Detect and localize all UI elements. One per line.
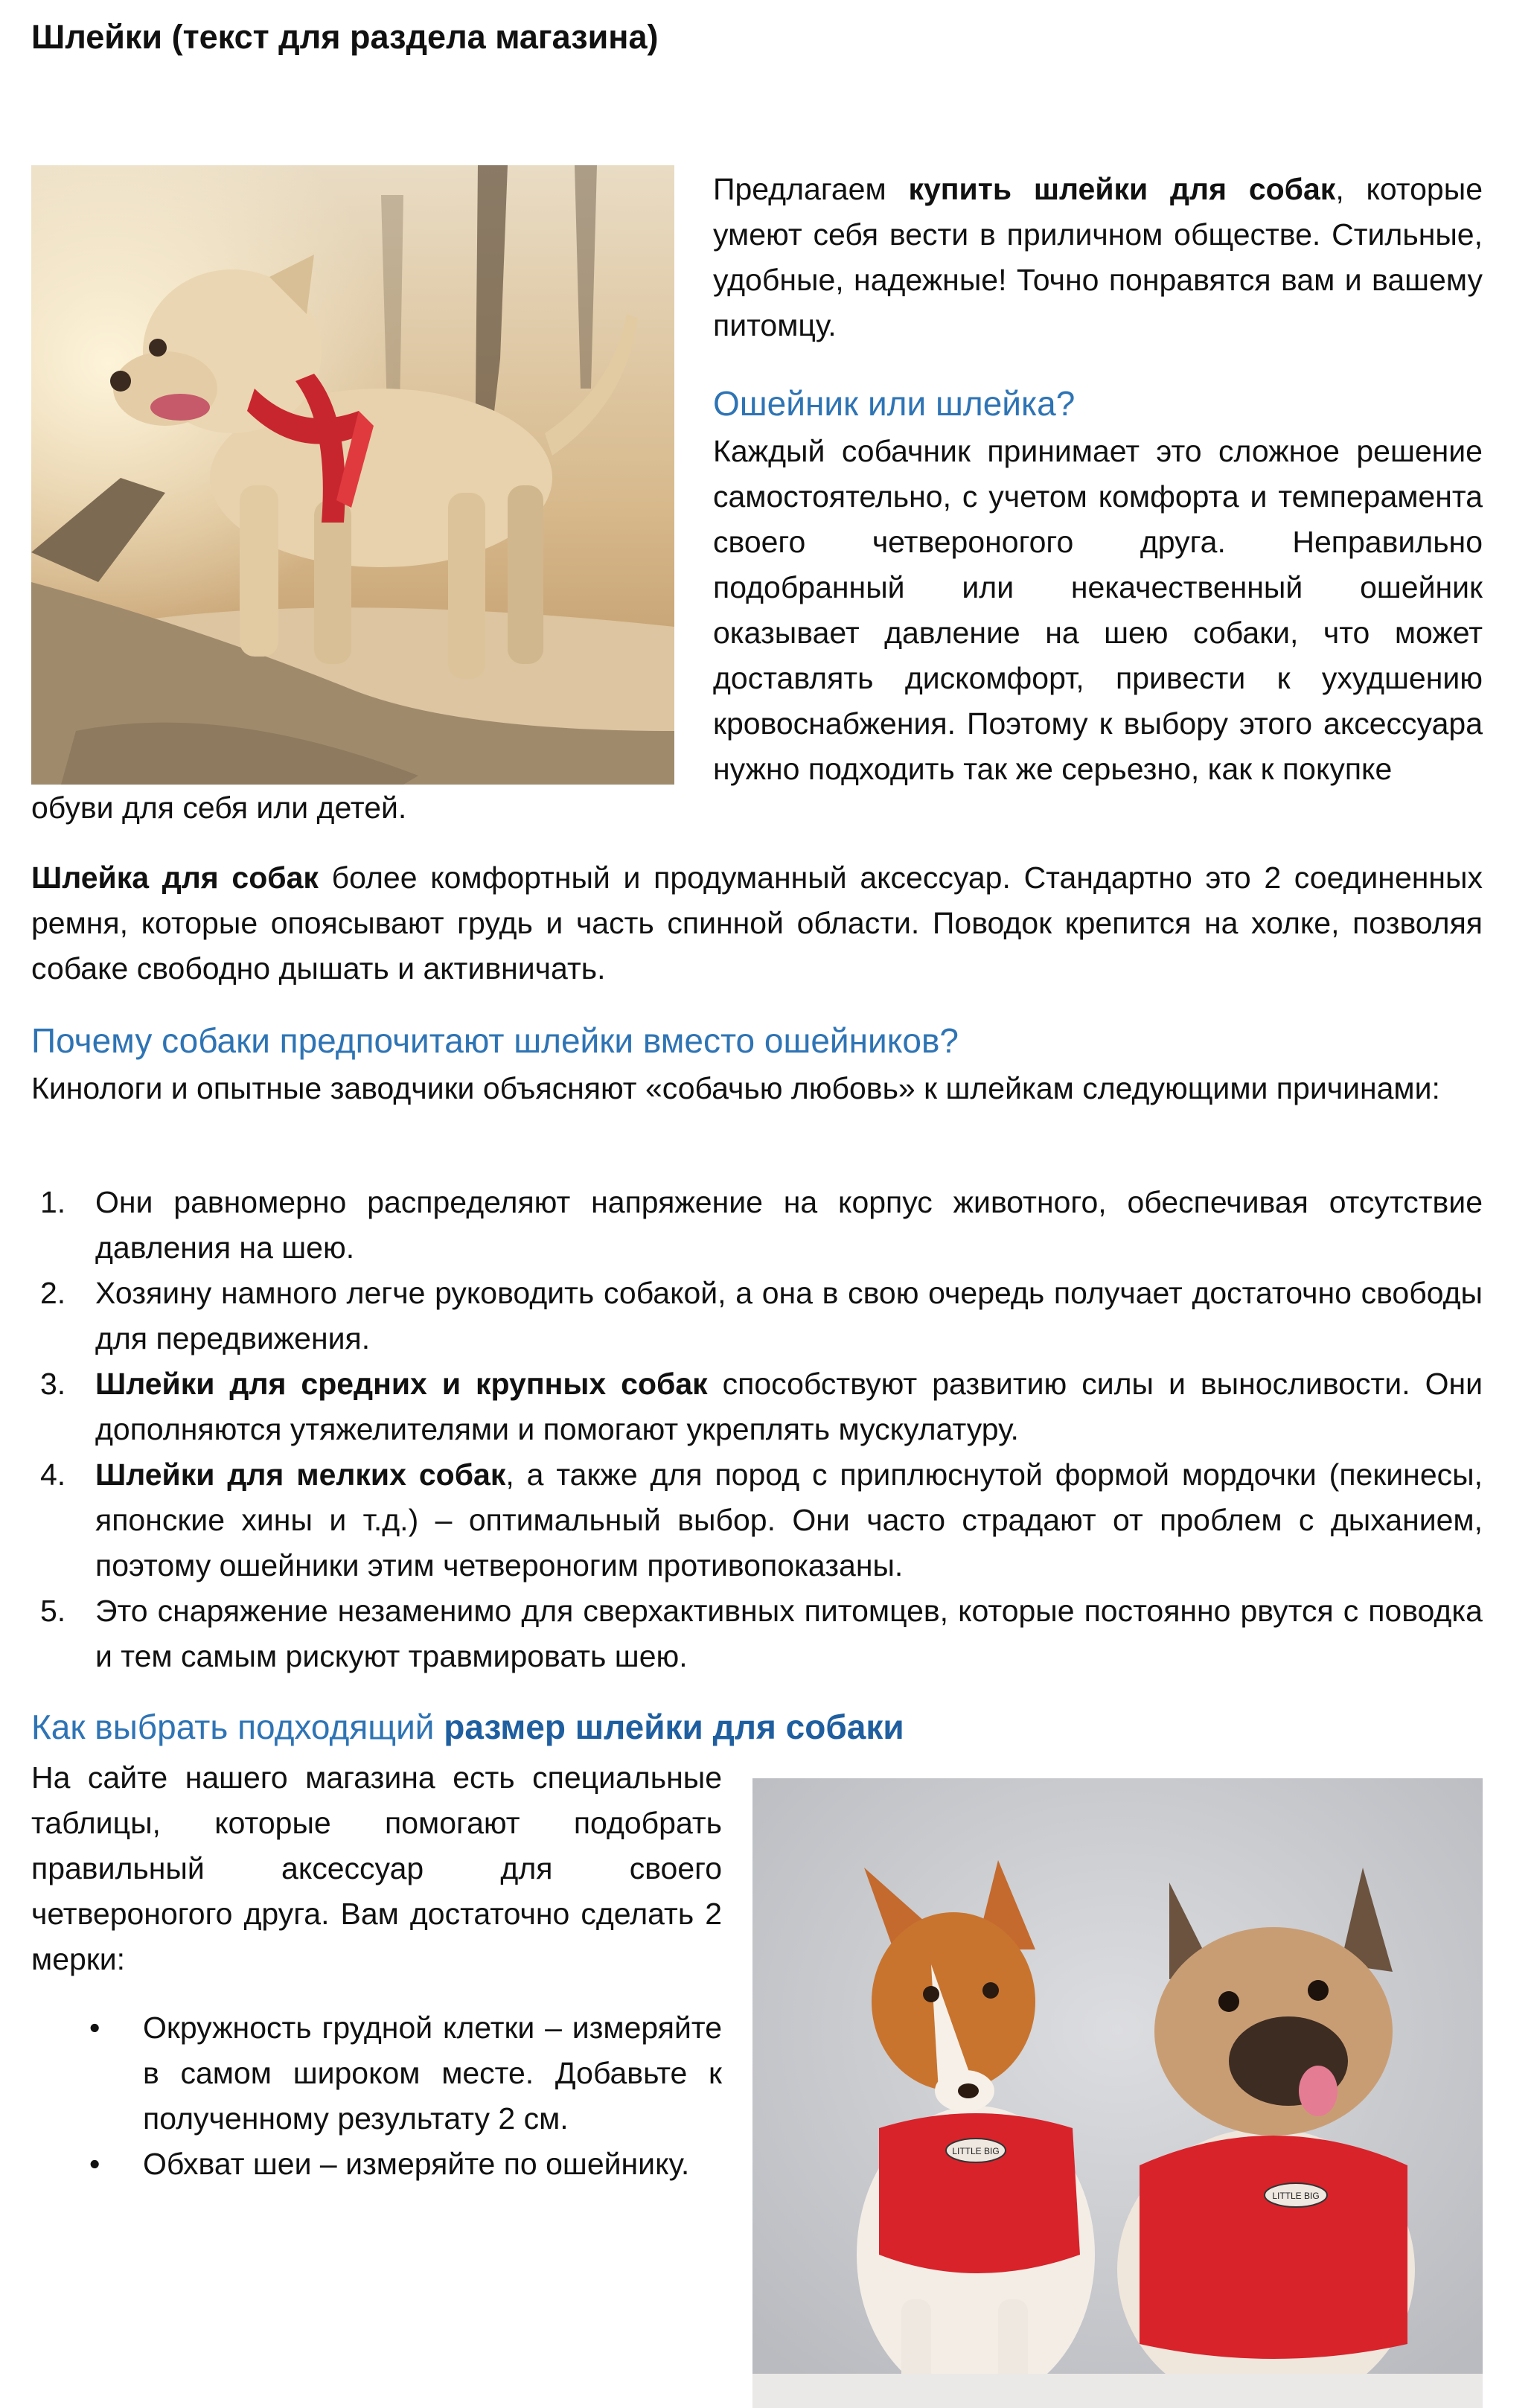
section1-tail-block <box>31 785 1483 831</box>
section2-heading-block <box>31 1018 1483 1063</box>
reason-bold-link: Шлейки для мелких собак <box>95 1457 506 1492</box>
bullet-icon: • <box>89 2011 100 2045</box>
section3-paragraph: На сайте нашего магазина есть специальные таблицы, которые помогают подобрать правильный аксессуар для своего четвероногого друга. Вам достаточно сделать 2 мерки: <box>31 1760 722 1976</box>
reason-text: способствуют развитию силы и выносливости. Они дополняются утяжелителями и помогают укреплять мускулатуру. <box>95 1367 1483 1446</box>
section3-heading-link: размер шлейки для собаки <box>444 1708 904 1746</box>
reason-text: Хозяину намного легче руководить собакой, а она в свою очередь получает достаточно свободы для передвижения. <box>95 1276 1483 1355</box>
reason-number: 4. <box>40 1457 66 1492</box>
intro-block <box>713 167 1483 348</box>
reason-text: Это снаряжение незаменимо для сверхактивных питомцев, которые постоянно рвутся с поводка и тем самым рискуют травмировать шею. <box>95 1594 1483 1673</box>
reason-item <box>31 1361 1483 1452</box>
measurement-item <box>31 2142 722 2187</box>
measurement-item <box>31 2005 722 2142</box>
intro-paragraph <box>713 167 1483 348</box>
document-title: Шлейки (текст для раздела магазина) <box>31 18 659 56</box>
measurement-text: Окружность грудной клетки – измеряйте в самом широком месте. Добавьте к полученному результату 2 см. <box>143 2011 722 2136</box>
harness-tag-label-left: LITTLE BIG <box>952 2146 1000 2156</box>
reason-item <box>31 1180 1483 1271</box>
section2-heading: Почему собаки предпочитают шлейки вместо ошейников? <box>31 1021 959 1060</box>
section1-heading-block <box>713 381 1483 426</box>
measurements-list-block <box>31 2005 722 2187</box>
para2-block <box>31 855 1483 991</box>
reason-number: 3. <box>40 1367 66 1401</box>
harness-description-text: более комфортный и продуманный аксессуар. Стандартно это 2 соединенных ремня, которые опоясывают грудь и часть спинной области. Поводок крепится на холке, позволяя собаке свободно дышать и активничать. <box>31 860 1483 986</box>
reason-number: 5. <box>40 1594 66 1628</box>
measurement-text: Обхват шеи – измеряйте по ошейнику. <box>143 2147 690 2181</box>
dog-beach-photo <box>31 165 674 785</box>
harness-description-paragraph <box>31 855 1483 991</box>
section2-intro: Кинологи и опытные заводчики объясняют «собачью любовь» к шлейкам следующими причинами: <box>31 1071 1440 1105</box>
intro-link-buy-harness: купить шлейки для собак <box>908 172 1336 206</box>
intro-text-start: Предлагаем <box>713 172 909 206</box>
reasons-list <box>31 1180 1483 1679</box>
bullet-icon: • <box>89 2147 100 2181</box>
reason-text: Они равномерно распределяют напряжение на корпус животного, обеспечивая отсутствие давления на шею. <box>95 1185 1483 1265</box>
section3-heading-block <box>31 1705 1483 1749</box>
section3-heading <box>31 1705 1483 1749</box>
section1-heading: Ошейник или шлейка? <box>713 384 1076 423</box>
harness-term: Шлейка для собак <box>31 860 319 895</box>
intro-text-end: , которые умеют себя вести в приличном обществе. Стильные, удобные, надежные! Точно понравятся вам и вашему питомцу. <box>713 172 1483 342</box>
reasons-list-block <box>31 1180 1483 1679</box>
two-dogs-photo <box>752 1778 1483 2408</box>
section3-text-block <box>31 1755 722 1982</box>
reason-item <box>31 1452 1483 1588</box>
reason-number: 2. <box>40 1276 66 1310</box>
section2-intro-block <box>31 1066 1483 1111</box>
section3-heading-plain: Как выбрать подходящий <box>31 1708 444 1746</box>
section1-text-block <box>713 429 1483 792</box>
section1-paragraph: Каждый собачник принимает это сложное решение самостоятельно, с учетом комфорта и темперамента своего четвероногого друга. Неправильно подобранный или некачественный ошейник оказывает давление на шею собаки, что может доставлять дискомфорт, привести к ухудшению кровоснабжения. Поэтому к выбору этого аксессуара нужно подходить так же серьезно, как к покупке <box>713 434 1483 786</box>
measurements-list <box>31 2005 722 2187</box>
reason-number: 1. <box>40 1185 66 1219</box>
dog-beach-illustration <box>31 165 674 785</box>
harness-tag-label-right: LITTLE BIG <box>1272 2191 1320 2201</box>
reason-item <box>31 1271 1483 1361</box>
reason-bold-link: Шлейки для средних и крупных собак <box>95 1367 708 1401</box>
reason-text: , а также для пород с приплюснутой формой мордочки (пекинесы, японские хины и т.д.) – оптимальный выбор. Они часто страдают от проблем с дыханием, поэтому ошейники этим четвероногим противопоказаны. <box>95 1457 1483 1583</box>
reason-item <box>31 1588 1483 1679</box>
two-dogs-illustration <box>752 1778 1483 2408</box>
section1-paragraph-tail: обуви для себя или детей. <box>31 791 407 825</box>
